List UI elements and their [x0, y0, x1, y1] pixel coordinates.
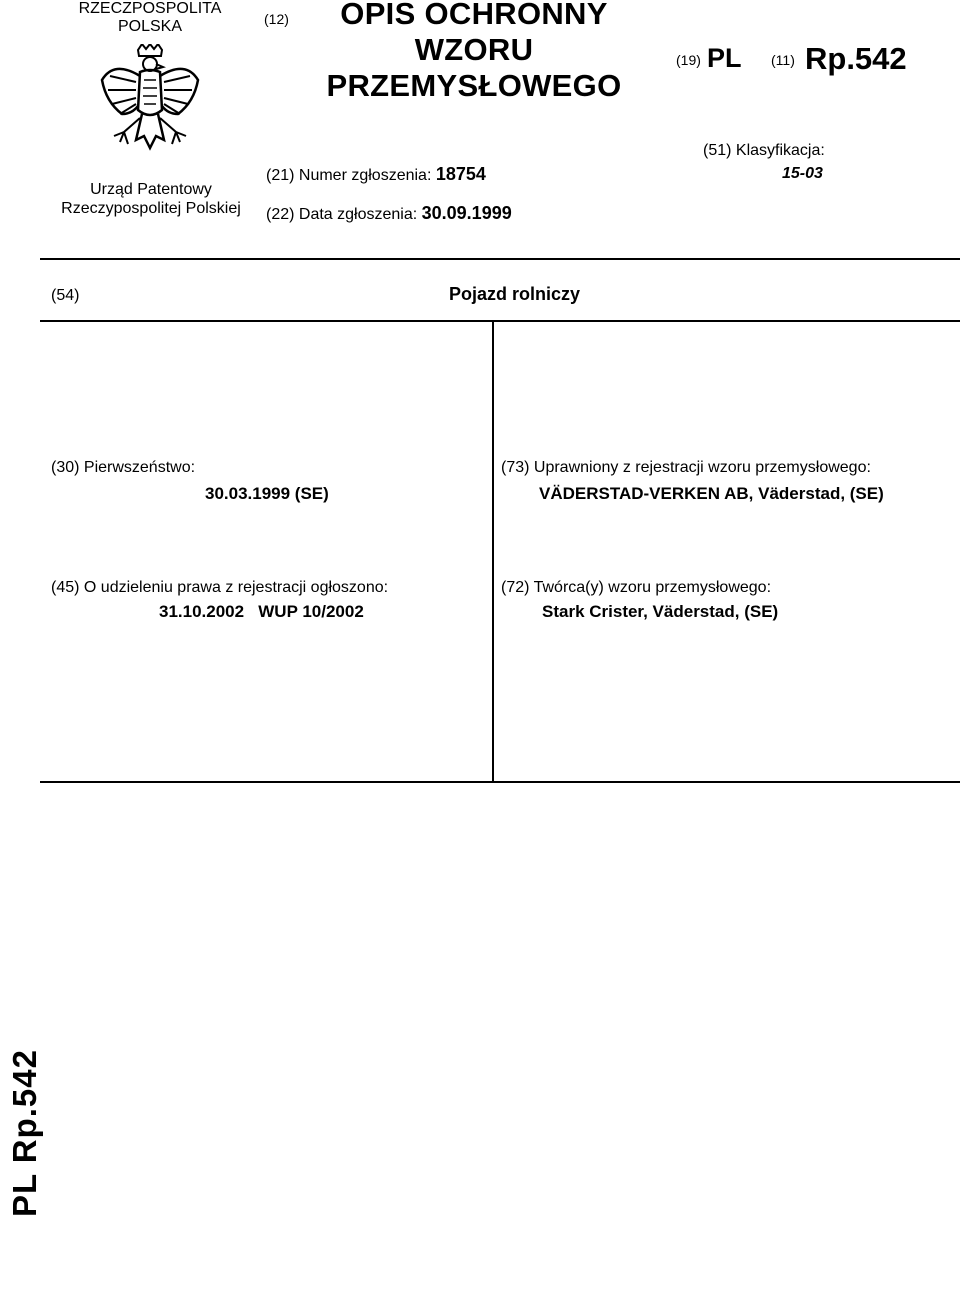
- title-line-2: WZORU: [414, 32, 534, 67]
- holder-label: (73) Uprawniony z rejestracji wzoru przemysłowego:: [501, 459, 871, 476]
- side-label-text: PL Rp.542: [6, 1049, 43, 1217]
- country-code: PL: [707, 43, 742, 73]
- holder-value: VÄDERSTAD-VERKEN AB, Väderstad, (SE): [539, 484, 884, 503]
- priority-label: (30) Pierwszeństwo:: [51, 459, 196, 476]
- priority-value: 30.03.1999 (SE): [205, 484, 329, 503]
- application-number-label: (21) Numer zgłoszenia:: [266, 167, 432, 184]
- classification-value: 15-03: [782, 165, 823, 182]
- document-type-title: [318, 0, 630, 104]
- creator-value: Stark Crister, Väderstad, (SE): [542, 602, 779, 621]
- grant-value: 31.10.2002 WUP 10/2002: [159, 602, 364, 621]
- creator-label: (72) Twórca(y) wzoru przemysłowego:: [501, 579, 772, 596]
- divider-vertical: [492, 320, 494, 782]
- title-line-3: PRZEMYSŁOWEGO: [326, 68, 622, 103]
- divider-title: [40, 320, 960, 322]
- issuer-line-1: RZECZPOSPOLITA: [78, 0, 222, 17]
- code-19: (19): [676, 52, 701, 68]
- application-date-label: (22) Data zgłoszenia:: [266, 206, 418, 223]
- divider-top: [40, 258, 960, 260]
- side-label: [0, 1043, 50, 1223]
- registration-number: Rp.542: [805, 41, 907, 76]
- application-number: [266, 164, 486, 185]
- application-number-value: 18754: [435, 164, 486, 184]
- design-title: Pojazd rolniczy: [449, 284, 581, 304]
- code-12: (12): [264, 11, 289, 27]
- code-11: (11): [771, 52, 795, 68]
- office-line-1: Urząd Patentowy: [90, 181, 212, 198]
- divider-bottom: [40, 781, 960, 783]
- polish-eagle-emblem-icon: [98, 44, 202, 164]
- issuer-name: [60, 0, 240, 36]
- office-line-2: Rzeczypospolitej Polskiej: [61, 200, 241, 217]
- patent-office-name: [40, 180, 262, 218]
- application-date: [266, 203, 512, 224]
- classification-label: (51) Klasyfikacja:: [703, 142, 825, 159]
- grant-label: (45) O udzieleniu prawa z rejestracji ogłoszono:: [51, 579, 389, 596]
- issuer-line-2: POLSKA: [117, 18, 183, 35]
- application-date-value: 30.09.1999: [421, 203, 512, 223]
- subject-code: (54): [51, 287, 80, 304]
- title-line-1: OPIS OCHRONNY: [340, 0, 608, 31]
